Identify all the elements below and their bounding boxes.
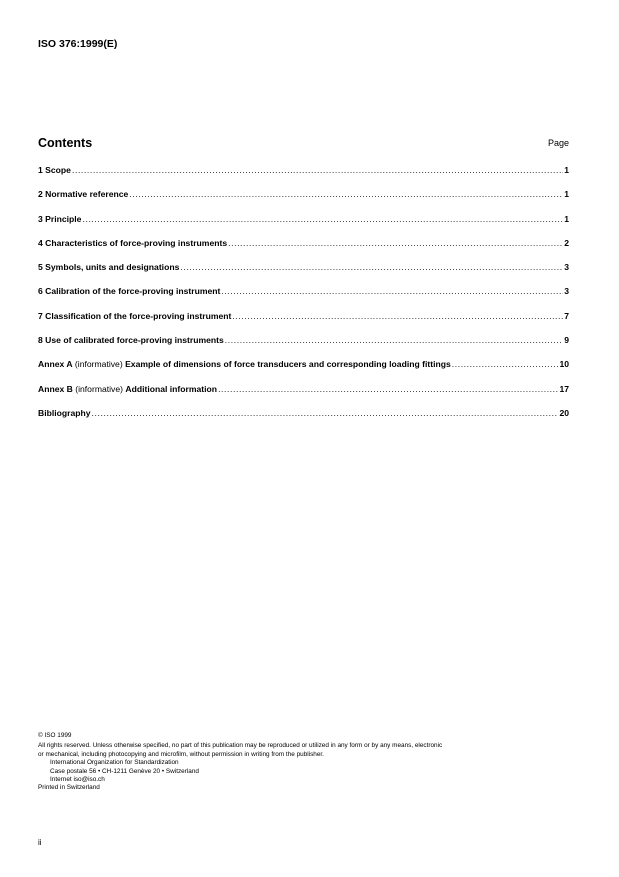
annex-b-title: Additional information: [125, 383, 218, 394]
toc-entry-page: 7: [564, 310, 569, 321]
toc-entry-page: 1: [564, 189, 569, 200]
toc-entry-label: 5 Symbols, units and designations: [38, 262, 180, 273]
toc-entry[interactable]: [38, 165, 569, 189]
dot-leader: [72, 165, 563, 175]
dot-leader: [232, 311, 563, 321]
annex-b-note: (informative): [72, 383, 126, 394]
dot-leader: [221, 286, 563, 296]
toc-entry-label: [38, 384, 217, 394]
dot-leader: [225, 335, 563, 345]
toc-entry-label: 8 Use of calibrated force-proving instruments: [38, 335, 224, 346]
toc-entry-page: 9: [564, 335, 569, 346]
annex-a-note: (informative): [72, 359, 126, 370]
document-id: ISO 376:1999(E): [38, 38, 118, 50]
toc-entry-label: Bibliography: [38, 407, 91, 418]
toc-entry[interactable]: [38, 286, 569, 310]
toc-entry[interactable]: [38, 335, 569, 359]
toc-entry[interactable]: [38, 408, 569, 432]
dot-leader: [452, 359, 559, 369]
toc-entry-page: 20: [559, 407, 569, 418]
printed-in: Printed in Switzerland: [38, 784, 100, 792]
toc-entry-page: 2: [564, 237, 569, 248]
page-number: ii: [38, 838, 42, 847]
toc-entry-label: 1 Scope: [38, 165, 71, 175]
toc-entry-annex-a[interactable]: [38, 359, 569, 383]
contents-title: Contents: [38, 136, 93, 150]
table-of-contents: [38, 165, 569, 432]
toc-entry-page: 1: [564, 165, 569, 175]
rights-line-2: or mechanical, including photocopying and microfilm, without permission in writing from the publisher.: [38, 750, 324, 758]
toc-entry-label: 6 Calibration of the force-proving instrument: [38, 286, 221, 297]
toc-entry-label: 2 Normative reference: [38, 189, 129, 200]
toc-entry-label: 3 Principle: [38, 213, 82, 224]
dot-leader: [228, 238, 563, 248]
toc-entry-page: 3: [564, 286, 569, 297]
toc-entry-label: 4 Characteristics of force-proving instruments: [38, 237, 228, 248]
toc-entry-annex-b[interactable]: [38, 384, 569, 408]
toc-entry[interactable]: [38, 189, 569, 213]
org-name: International Organization for Standardization: [50, 759, 179, 767]
toc-entry-page: 10: [559, 359, 569, 370]
dot-leader: [92, 408, 559, 418]
copyright-line: © ISO 1999: [38, 732, 72, 739]
org-address: Case postale 56 • CH-1211 Genève 20 • Switzerland: [50, 767, 199, 775]
copyright-footer: [38, 732, 578, 793]
org-internet[interactable]: Internet iso@iso.ch: [50, 776, 105, 784]
annex-a-label: Annex A: [38, 359, 73, 370]
toc-entry-page: 17: [559, 383, 569, 394]
toc-entry-label: 7 Classification of the force-proving instrument: [38, 310, 232, 321]
dot-leader: [82, 214, 563, 224]
toc-entry[interactable]: [38, 238, 569, 262]
toc-entry-page: 3: [564, 262, 569, 273]
dot-leader: [180, 262, 563, 272]
annex-b-label: Annex B: [38, 383, 73, 394]
dot-leader: [129, 189, 563, 199]
page-column-label: Page: [547, 138, 569, 148]
toc-entry[interactable]: [38, 262, 569, 286]
toc-entry[interactable]: [38, 214, 569, 238]
rights-line-1: All rights reserved. Unless otherwise specified, no part of this publication may be reproduced or utilized in any form or by any means, electronic: [38, 742, 443, 750]
toc-entry-page: 1: [564, 213, 569, 224]
dot-leader: [218, 384, 558, 394]
toc-entry-label: [38, 359, 451, 369]
annex-a-title: Example of dimensions of force transducers and corresponding loading fittings: [125, 359, 451, 370]
toc-entry[interactable]: [38, 311, 569, 335]
